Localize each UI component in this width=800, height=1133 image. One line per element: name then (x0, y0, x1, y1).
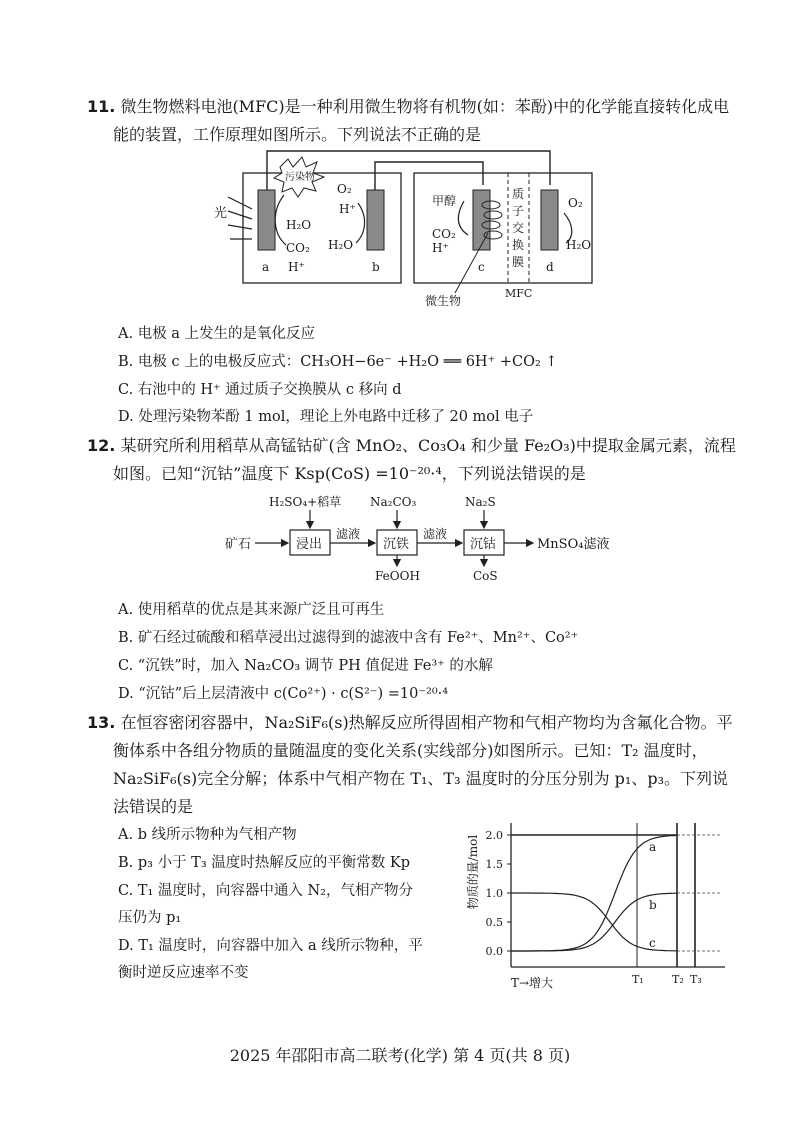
c-co2: CO₂ (432, 227, 456, 241)
electrode-b (367, 190, 384, 250)
flow-leach: 浸出 (296, 537, 323, 552)
y-tick-label-2: 1.0 (485, 887, 503, 900)
marker-label-3: T₃ (690, 973, 702, 986)
label-a: a (262, 260, 270, 274)
b-o2: O₂ (337, 182, 352, 196)
external-wire-inner (375, 162, 483, 190)
c-h: H⁺ (432, 241, 449, 255)
mfc-diagram (200, 145, 620, 315)
flow-product-cobalt: CoS (473, 569, 498, 583)
q12-option-b: B. 矿石经过硫酸和稻草浸出过滤得到的滤液中含有 Fe²⁺、Mn²⁺、Co²⁺ (118, 630, 579, 646)
q11-stem-line1: 11. 微生物燃料电池(MFC)是一种利用微生物将有机物(如：苯酚)中的化学能直接转化成电 (87, 97, 730, 116)
flow-cobalt: 沉钴 (470, 537, 497, 552)
q12-option-d: D. “沉钴”后上层清液中 c(Co²⁺) · c(S²⁻) =10⁻²⁰·⁴ (118, 686, 449, 702)
flow-filtrate2: 滤液 (423, 527, 448, 541)
flow-product-iron: FeOOH (375, 569, 420, 583)
pollutant-label: 污染物 (285, 172, 315, 183)
light-label: 光 (214, 206, 228, 221)
electrode-c (473, 190, 490, 250)
membrane-char-4: 换 (512, 238, 525, 252)
membrane-char-5: 膜 (512, 255, 525, 269)
electrode-d (541, 190, 558, 250)
curve-label-c: c (649, 936, 656, 950)
q13-option-c: C. T₁ 温度时，向容器中通入 N₂，气相产物分 (118, 883, 413, 899)
a-co2: CO₂ (286, 241, 310, 255)
membrane-char-3: 交 (512, 221, 525, 235)
y-tick-label-1: 1.5 (485, 858, 503, 871)
y-tick-label-4: 0.0 (485, 945, 503, 958)
q13-option-b: B. p₃ 小于 T₃ 温度时热解反应的平衡常数 Kp (118, 855, 411, 871)
q11-option-d: D. 处理污染物苯酚 1 mol，理论上外电路中迁移了 20 mol 电子 (118, 409, 534, 425)
q11-number: 11. (87, 97, 116, 116)
label-d: d (546, 260, 554, 274)
q13-option-c-cont: 压仍为 p₁ (118, 910, 182, 926)
q13-chart (465, 815, 735, 995)
flow-filtrate1: 滤液 (336, 527, 361, 541)
q12-number: 12. (87, 436, 116, 455)
marker-label-2: T₂ (672, 973, 684, 986)
flow-iron: 沉铁 (383, 537, 410, 552)
label-c: c (478, 260, 485, 274)
chart-y-ticks (486, 829, 512, 958)
q13-stem-line4: 法错误的是 (113, 797, 194, 816)
flow-reagent3: Na₂S (465, 495, 496, 509)
q12-stem-line1: 12. 某研究所利用稻草从高锰钴矿(含 MnO₂、Co₃O₄ 和少量 Fe₂O₃)中提取金属元素，流程 (87, 436, 736, 455)
q11-option-c: C. 右池中的 H⁺ 通过质子交换膜从 c 移向 d (118, 382, 402, 398)
c-methanol: 甲醇 (432, 194, 457, 208)
b-h2o: H₂O (328, 238, 354, 252)
mfc-label: MFC (505, 287, 533, 300)
membrane-char-1: 质 (512, 187, 525, 201)
chart-ylabel: 物质的量/mol (466, 834, 480, 910)
marker-label-1: T₁ (632, 973, 644, 986)
q11-option-b: B. 电极 c 上的电极反应式：CH₃OH−6e⁻ +H₂O ══ 6H⁺ +CO₂ ↑ (118, 354, 558, 370)
flow-ore: 矿石 (225, 537, 252, 552)
flow-final: MnSO₄滤液 (537, 537, 610, 552)
a-h2o: H₂O (286, 218, 312, 232)
d-h2o: H₂O (566, 238, 592, 252)
microbe-label: 微生物 (425, 294, 462, 308)
chart-curves (511, 835, 677, 951)
anode-c-arrow (458, 201, 468, 235)
q13-stem-line1: 13. 在恒容密闭容器中，Na₂SiF₆(s)热解反应所得固相产物和气相产物均为含氟化合物。平 (87, 713, 733, 732)
q13-option-d-cont: 衡时逆反应速率不变 (118, 965, 249, 981)
curve-label-a: a (649, 840, 657, 855)
membrane-char-2: 子 (512, 204, 525, 218)
cathode-b-arrow (356, 203, 365, 243)
page-footer: 2025 年邵阳市高二联考(化学) 第 4 页(共 8 页) (229, 1046, 571, 1065)
q13-option-d: D. T₁ 温度时，向容器中加入 a 线所示物种，平 (118, 938, 423, 954)
flow-reagent1: H₂SO₄+稻草 (269, 495, 342, 509)
q13-option-a: A. b 线所示物种为气相产物 (118, 827, 297, 843)
q12-option-a: A. 使用稻草的优点是其来源广泛且可再生 (118, 602, 385, 618)
electrode-a (258, 190, 275, 250)
q12-option-c: C. “沉铁”时，加入 Na₂CO₃ 调节 PH 值促进 Fe³⁺ 的水解 (118, 658, 493, 674)
q13-stem-line3: Na₂SiF₆(s)完全分解；体系中气相产物在 T₁、T₃ 温度时的分压分别为 p₁、p₃。下列说 (113, 769, 728, 788)
curve-label-b: b (649, 898, 657, 913)
chart-temperature-markers (511, 823, 720, 986)
chart-xlabel: T→增大 (511, 976, 554, 990)
q12-stem-line2: 如图。已知“沉钴”温度下 Ksp(CoS) =10⁻²⁰·⁴，下列说法错误的是 (113, 464, 586, 483)
flow-reagent2: Na₂CO₃ (370, 495, 417, 509)
q13-number: 13. (87, 713, 116, 732)
y-tick-label-0: 2.0 (485, 829, 503, 842)
a-h: H⁺ (288, 260, 305, 274)
light-arrows (228, 197, 252, 239)
q13-stem-line2: 衡体系中各组分物质的量随温度的变化关系(实线部分)如图所示。已知：T₂ 温度时， (113, 741, 708, 760)
flow-diagram (225, 490, 625, 585)
d-o2: O₂ (568, 196, 583, 210)
q11-stem-line2: 能的装置，工作原理如图所示。下列说法不正确的是 (113, 125, 482, 144)
label-b: b (372, 260, 380, 274)
anode-a-arrow (275, 195, 286, 245)
y-tick-label-3: 0.5 (485, 916, 503, 929)
q11-option-a: A. 电极 a 上发生的是氧化反应 (118, 326, 316, 342)
b-h: H⁺ (339, 202, 356, 216)
